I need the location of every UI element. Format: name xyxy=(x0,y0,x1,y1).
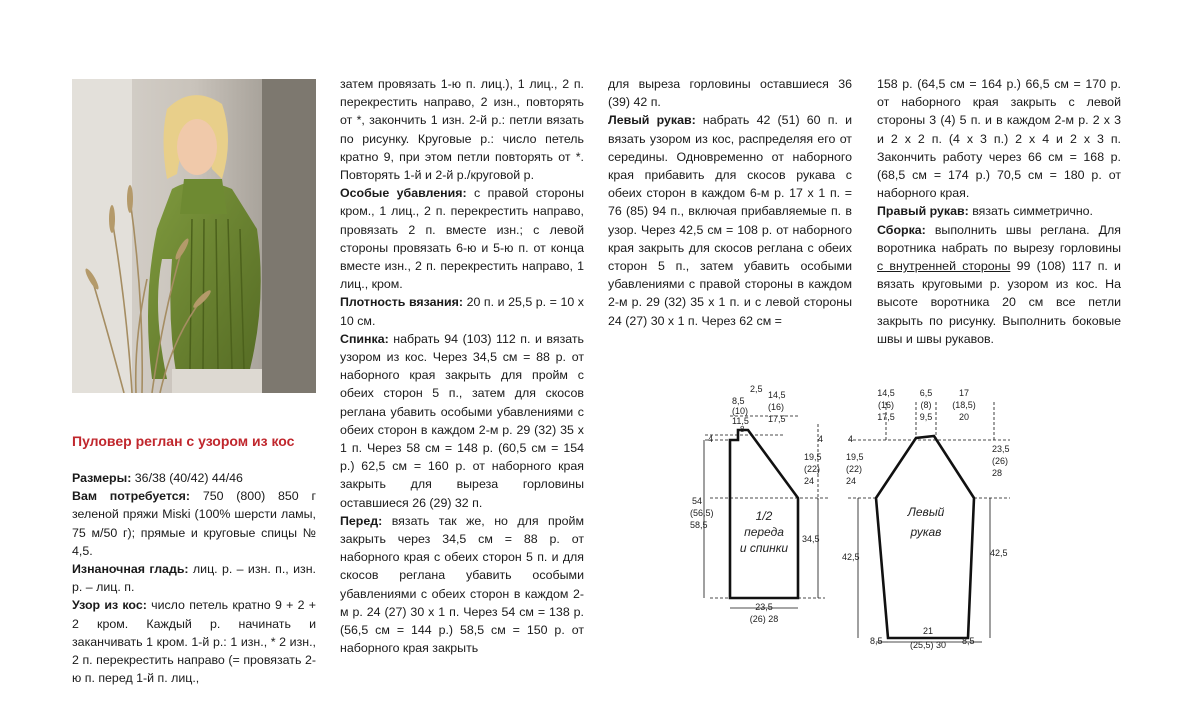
sleeve-right-b: (26) xyxy=(992,456,1009,466)
sleeve-continued: 158 р. (64,5 см = 164 р.) 66,5 см = 170 р. от наборного края закрыть с левой стороны 3 (4) 5 п. и в каждом 2-м р. 2 х 3 и 2 х 2 п. (4 х 3 п.) 2 х 4 и 2 х 3 п. Закончить работу через 66 см = 168 р. (68,5 см = 174 р.) 70,5 см = 180 р. от наборного края. xyxy=(877,77,1121,201)
decrease-paragraph xyxy=(340,184,584,293)
woman-in-green-sweater-photo xyxy=(72,79,316,393)
body-neck-b: 8,5 xyxy=(732,396,745,406)
assembly-underlined: с внутренней стороны xyxy=(877,259,1011,274)
purl-text: лиц. р. – изн. п., изн. р. – лиц. п. xyxy=(72,562,316,595)
sizes-text: 36/38 (40/42) 44/46 xyxy=(134,471,243,485)
body-side: 34,5 xyxy=(802,534,820,544)
front-continued: для выреза горловины оставшиеся 36 (39) 42 п. xyxy=(608,77,852,110)
body-armhole-notch: 4 xyxy=(818,434,824,444)
body-height-a: 54 xyxy=(692,496,703,506)
right-sleeve-label: Правый рукав: xyxy=(877,204,969,219)
body-label-3: и спинки xyxy=(739,541,789,555)
sleeve-cuff-b: (25,5) 30 xyxy=(909,640,947,650)
body-neck-depth: 4 xyxy=(708,434,714,444)
column-1 xyxy=(72,469,316,687)
body-label-1: 1/2 xyxy=(755,509,773,523)
sleeve-left-c: 24 xyxy=(846,476,857,486)
sleeve-top-mid-a: 6,5 xyxy=(919,388,933,398)
sleeve-top-right-a: 17 xyxy=(958,388,970,398)
pattern-schema xyxy=(690,380,1030,660)
body-neck-d: 11,5 xyxy=(732,416,749,426)
sleeve-top-right-b: (18,5) xyxy=(952,400,976,410)
sleeve-cuff-side-left: 8,5 xyxy=(870,636,883,646)
gauge-label: Плотность вязания: xyxy=(340,295,463,310)
left-sleeve-paragraph xyxy=(608,111,852,329)
materials-label: Вам потребуется: xyxy=(72,489,191,504)
purl-paragraph xyxy=(72,560,316,596)
purl-label: Изнаночная гладь: xyxy=(72,562,189,577)
column-3 xyxy=(608,75,852,330)
assembly-paragraph xyxy=(877,221,1121,348)
materials-text: 750 (800) 850 г зеленой пряжи Miski (100% шерсти ламы, 75 м/50 г); прямые и круговые спицы № 4,5. xyxy=(72,489,316,558)
body-width-a: 23,5 xyxy=(755,602,773,612)
cable-paragraph xyxy=(72,596,316,687)
front-paragraph xyxy=(340,512,584,658)
body-height-b: (56,5) xyxy=(690,508,714,518)
sleeve-label-2: рукав xyxy=(910,525,942,539)
assembly-text-1: выполнить швы реглана. Для воротника набрать по вырезу горловины xyxy=(877,222,1121,255)
sleeve-top-left-b: (16) xyxy=(877,400,895,410)
sleeve-top-mid-c: 9,5 xyxy=(919,412,933,422)
sleeve-label-1: Левый xyxy=(907,505,945,519)
body-neck-small: 8 xyxy=(740,425,745,434)
gauge-paragraph xyxy=(340,293,584,329)
sleeve-left-a: 19,5 xyxy=(846,452,864,462)
sleeve-height-right: 42,5 xyxy=(990,548,1008,558)
body-neck-c: (10) xyxy=(732,406,749,416)
body-raglan-a: 19,5 xyxy=(804,452,822,462)
sleeve-cuff-a: 21 xyxy=(922,626,934,636)
sizes-paragraph xyxy=(72,469,316,487)
back-paragraph xyxy=(340,330,584,512)
sleeve-height-left: 42,5 xyxy=(842,552,860,562)
back-label: Спинка: xyxy=(340,331,389,346)
pattern-title: Пуловер реглан с узором из кос xyxy=(72,433,295,449)
assembly-label: Сборка: xyxy=(877,222,926,237)
body-neck-a: 2,5 xyxy=(750,384,763,394)
cable-continued: затем провязать 1-ю п. лиц.), 1 лиц., 2 п. перекрестить направо, 2 изн., повторять от *, закончить 1 изн. 2-й р.: петли вязать по рисунку. Круговые р.: число петель кратно 9, при этом петли повторять от *. Повторять 1-й и 2-й р./круговой р. xyxy=(340,77,584,183)
column-4 xyxy=(877,75,1121,348)
right-sleeve-paragraph xyxy=(877,202,1121,220)
back-text: набрать 94 (103) 112 п. и вязать узором из кос. Через 34,5 см = 88 р. от наборного края закрыть для пройм с обеих сторон 5 п., затем для скосов реглана убавить особыми убавлениями с обеих сторон в каждом 2-м р. 29 (32) 35 х 1 п. Через 58 см = 148 р. (60,5 см = 154 р.) 62,5 см = 160 р. от наборного края закрыть для выреза горловины оставшиеся 26 (29) 32 п. xyxy=(340,331,584,510)
materials-paragraph xyxy=(72,487,316,560)
sleeve-right-a: 23,5 xyxy=(992,444,1010,454)
sleeve-top-mid-b: (8) xyxy=(920,400,932,410)
cable-label: Узор из кос: xyxy=(72,598,147,613)
right-sleeve-text: вязать симметрично. xyxy=(972,204,1093,219)
sleeve-top-right-c: 20 xyxy=(958,412,970,422)
sleeve-left-b: (22) xyxy=(846,464,863,474)
sleeve-cuff-side-right: 8,5 xyxy=(962,636,975,646)
model-photo xyxy=(72,79,316,393)
decrease-text: с правой стороны кром., 1 лиц., 2 п. перекрестить направо, провязать 2 п. вместе изн.; с левой стороны провязать 6-ю и 5-ю п. от конца вместе изн., 2 п. перекрестить направо, 1 лиц., кром. xyxy=(340,186,584,292)
body-height-c: 58,5 xyxy=(690,520,708,530)
sizes-label: Размеры: xyxy=(72,471,132,485)
column-2 xyxy=(340,75,584,658)
sleeve-notch-left: 4 xyxy=(848,434,854,444)
sleeve-right-c: 28 xyxy=(992,468,1003,478)
assembly-text-2: 99 (108) 117 п. и вязать круговыми р. узором из кос. На высоте воротника 20 см все петли закрыть по рисунку. Выполнить боковые швы и швы рукавов. xyxy=(877,259,1121,346)
body-label-2: переда xyxy=(744,525,784,539)
body-width-b: (26) 28 xyxy=(749,614,779,624)
sleeve-top-left-c: 17,5 xyxy=(877,412,895,422)
decrease-label: Особые убавления: xyxy=(340,186,467,201)
body-raglan-b: (22) xyxy=(804,464,821,474)
left-sleeve-text: набрать 42 (51) 60 п. и вязать узором из кос, распределяя его от середины. Одновременно от наборного края прибавить для скосов рукава с обеих сторон в каждом 6-м р. 17 х 1 п. = 76 (85) 94 п., включая прибавляемые п. в узор. Через 42,5 см = 108 р. от наборного края закрыть для скосов реглана с обеих сторон 5 п., затем убавить особыми убавлениями с правой стороны в каждом 2-м р. 29 (32) 35 х 1 п. и с левой стороны 24 (27) 30 х 1 п. Через 62 см = xyxy=(608,113,852,328)
body-raglan-c: 24 xyxy=(804,476,815,486)
left-sleeve-label: Левый рукав: xyxy=(608,113,696,128)
front-label: Перед: xyxy=(340,513,383,528)
gauge-text: 20 п. и 25,5 р. = 10 х 10 см. xyxy=(340,295,584,328)
sleeve-top-left-a: 14,5 xyxy=(877,388,895,398)
cable-text: число петель кратно 9 + 2 + 2 кром. Каждый р. начинать и заканчивать 1 кром. 1-й р.: 1 изн., * 2 изн., 2 п. перекрестить направо (= провязать 2-ю п. перед 1-й п. лиц., xyxy=(72,598,316,686)
body-shoulder-a: 14,5 xyxy=(768,390,786,400)
front-text: вязать так же, но для пройм закрыть через 34,5 см = 88 р. от наборного края с обеих сторон 5 п. и для скосов реглана убавить особыми убавлениями с обеих сторон в каждом 2-м р. 24 (27) 30 х 1 п. Через 54 см = 138 р. (56,5 см = 144 р.) 58,5 см = 150 р. от наборного края закрыть xyxy=(340,513,584,656)
body-shoulder-b: (16) xyxy=(768,402,785,412)
body-shoulder-c: 17,5 xyxy=(768,414,786,424)
